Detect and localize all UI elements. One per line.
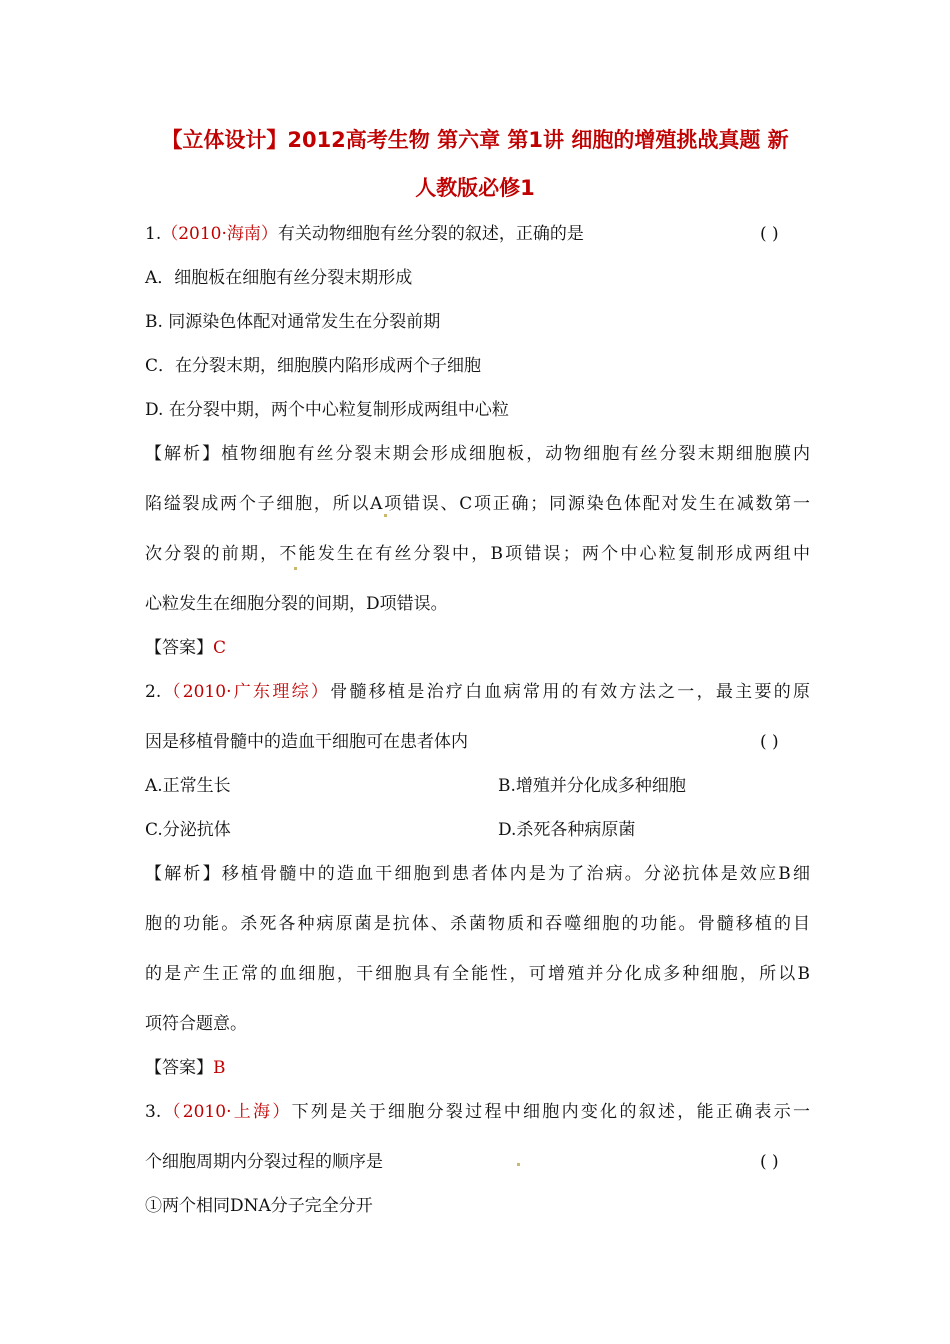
q3-source: （2010·上海）	[161, 1102, 292, 1122]
q2-source: （2010·广东理综）	[161, 682, 331, 702]
q2-option-c: C.分泌抗体	[145, 820, 231, 840]
title-line-1: 【立体设计】2012高考生物 第六章 第1讲 细胞的增殖挑战真题 新	[161, 128, 789, 152]
q1-analysis-line-1: 【解析】植物细胞有丝分裂末期会形成细胞板，动物细胞有丝分裂末期细胞膜内	[145, 444, 811, 464]
q1-analysis-line-2: 陷缢裂成两个子细胞，所以A项错误、C项正确；同源染色体配对发生在减数第一	[145, 494, 810, 514]
q1-answer: 【答案】C	[145, 638, 227, 658]
q2-analysis-line-4: 项符合题意。	[145, 1014, 247, 1034]
q1-analysis-line-4: 心粒发生在细胞分裂的间期，D项错误。	[145, 594, 448, 614]
q3-stem-line-2: 个细胞周期内分裂过程的顺序是	[145, 1152, 383, 1172]
q1-source: （2010·海南）	[161, 224, 278, 244]
document-title	[128, 116, 822, 212]
q2-analysis-line-2: 胞的功能。杀死各种病原菌是抗体、杀菌物质和吞噬细胞的功能。骨髓移植的目	[145, 914, 810, 934]
q1-option-a: A．细胞板在细胞有丝分裂末期形成	[145, 268, 413, 288]
q3-answer-blank: ( )	[760, 1152, 779, 1172]
q2-stem-line-2: 因是移植骨髓中的造血干细胞可在患者体内	[145, 732, 468, 752]
title-line-2: 人教版必修1	[415, 176, 535, 200]
q1-option-d: D. 在分裂中期，两个中心粒复制形成两组中心粒	[145, 400, 509, 420]
q1-stem: 1.（2010·海南）有关动物细胞有丝分裂的叙述，正确的是	[145, 224, 584, 244]
q2-answer: 【答案】B	[145, 1058, 226, 1078]
scan-speck	[517, 1163, 520, 1166]
q1-analysis-line-3: 次分裂的前期，不能发生在有丝分裂中，B项错误；两个中心粒复制形成两组中	[145, 544, 810, 564]
q2-option-a: A.正常生长	[145, 776, 231, 796]
q3-stem-line-1: 3.（2010·上海）下列是关于细胞分裂过程中细胞内变化的叙述，能正确表示一	[145, 1102, 810, 1122]
q2-answer-blank: ( )	[760, 732, 779, 752]
scan-speck	[384, 514, 387, 517]
q2-analysis-line-1: 【解析】移植骨髓中的造血干细胞到患者体内是为了治病。分泌抗体是效应B细	[145, 864, 810, 884]
q2-option-d: D.杀死各种病原菌	[498, 820, 636, 840]
q1-option-c: C．在分裂末期，细胞膜内陷形成两个子细胞	[145, 356, 482, 376]
q2-stem-line-1: 2.（2010·广东理综）骨髓移植是治疗白血病常用的有效方法之一，最主要的原	[145, 682, 811, 702]
q2-option-b: B.增殖并分化成多种细胞	[498, 776, 686, 796]
q2-analysis-line-3: 的是产生正常的血细胞，干细胞具有全能性，可增殖并分化成多种细胞，所以B	[145, 964, 810, 984]
q3-item-1: ①两个相同DNA分子完全分开	[145, 1196, 373, 1216]
q1-option-b: B. 同源染色体配对通常发生在分裂前期	[145, 312, 441, 332]
q1-answer-blank: ( )	[760, 224, 779, 244]
scan-speck	[294, 567, 297, 570]
